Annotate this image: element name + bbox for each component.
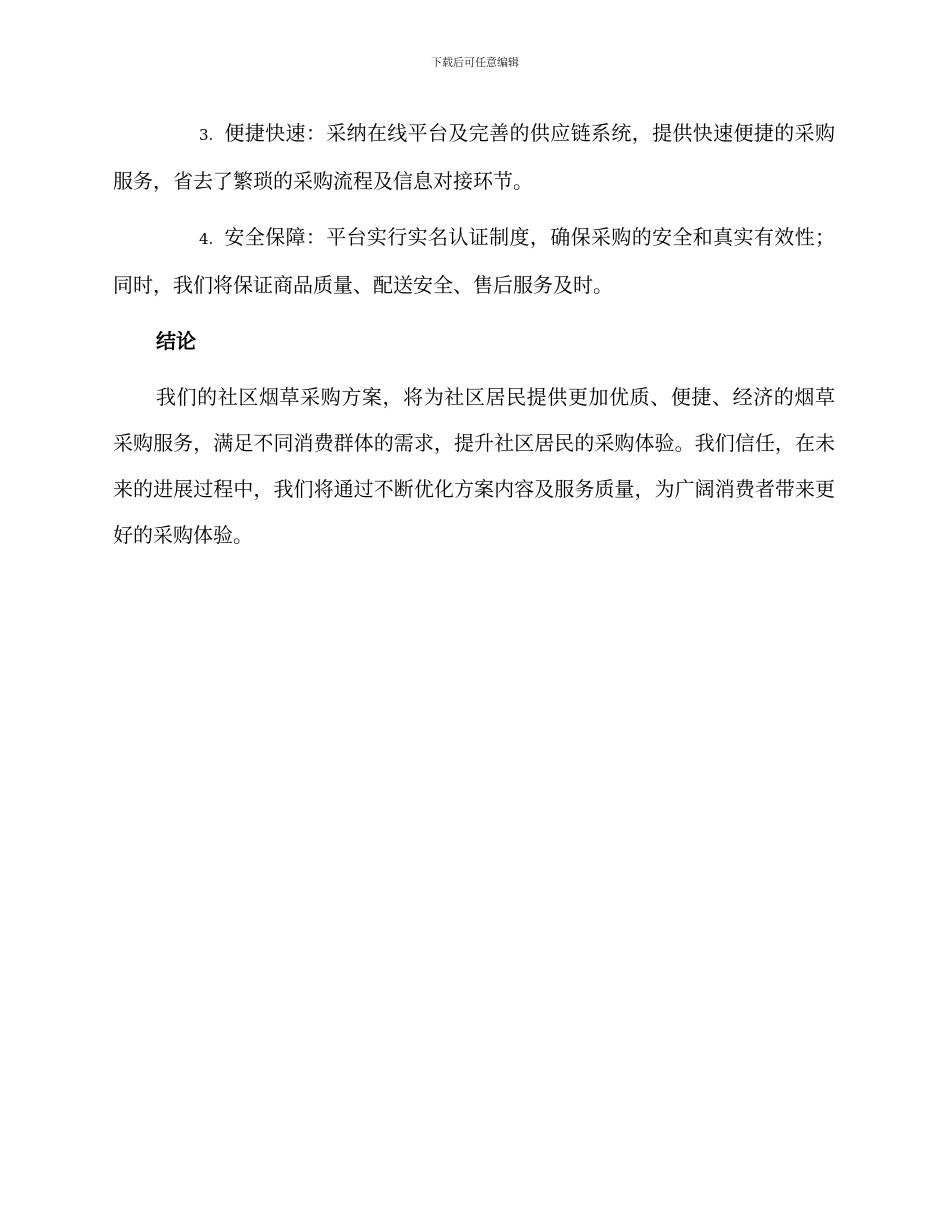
list-item-text: 便捷快速：采纳在线平台及完善的供应链系统，提供快速便捷的采购服务，省去了繁琐的采购流程及信息对接环节。 — [113, 121, 835, 193]
list-number: 3. — [199, 126, 214, 144]
section-heading-conclusion: 结论 — [156, 329, 196, 353]
conclusion-paragraph: 我们的社区烟草采购方案，将为社区居民提供更加优质、便捷、经济的烟草采购服务，满足不同消费群体的需求，提升社区居民的采购体验。我们信任，在未来的进展过程中，我们将通过不断优化方案内容及服务质量，为广阔消费者带来更好的采购体验。 — [113, 385, 835, 547]
document-body — [113, 110, 835, 568]
list-number: 4. — [199, 230, 214, 248]
list-item-3 — [113, 110, 835, 204]
page-header: 下载后可任意编辑 — [431, 56, 519, 69]
list-item-4 — [113, 214, 835, 308]
list-item-text: 安全保障：平台实行实名认证制度，确保采购的安全和真实有效性；同时，我们将保证商品质量、配送安全、售后服务及时。 — [113, 225, 835, 297]
